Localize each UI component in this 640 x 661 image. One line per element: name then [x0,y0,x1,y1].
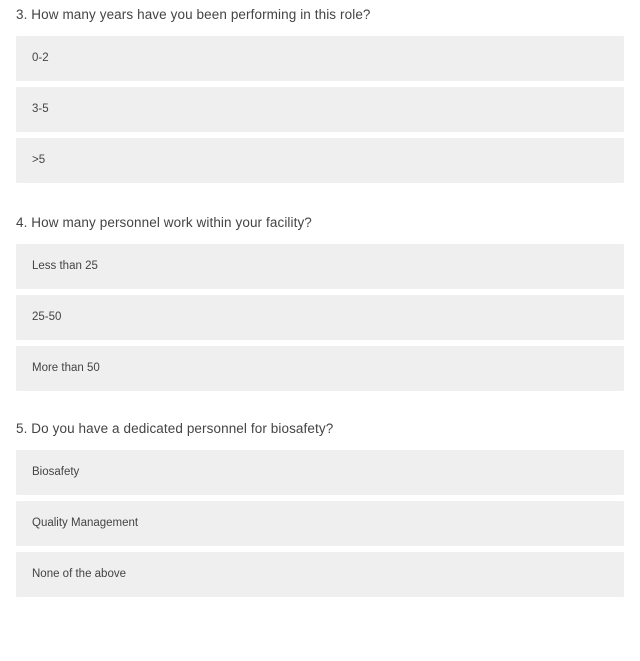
option-item[interactable]: None of the above [16,552,624,597]
option-item[interactable]: 0-2 [16,36,624,81]
question-block-3 [0,0,640,183]
option-item[interactable]: Biosafety [16,450,624,495]
question-title: 3. How many years have you been performing in this role? [16,7,371,22]
option-item[interactable]: >5 [16,138,624,183]
question-title: 4. How many personnel work within your facility? [16,215,312,230]
option-list [16,450,624,597]
option-item[interactable]: Quality Management [16,501,624,546]
section-spacer [0,391,640,414]
option-list [16,244,624,391]
option-list [16,36,624,183]
option-item[interactable]: 3-5 [16,87,624,132]
question-block-5 [0,414,640,597]
section-spacer [0,183,640,208]
option-item[interactable]: Less than 25 [16,244,624,289]
option-item[interactable]: 25-50 [16,295,624,340]
question-title: 5. Do you have a dedicated personnel for biosafety? [16,421,334,436]
question-block-4 [0,208,640,391]
option-item[interactable]: More than 50 [16,346,624,391]
